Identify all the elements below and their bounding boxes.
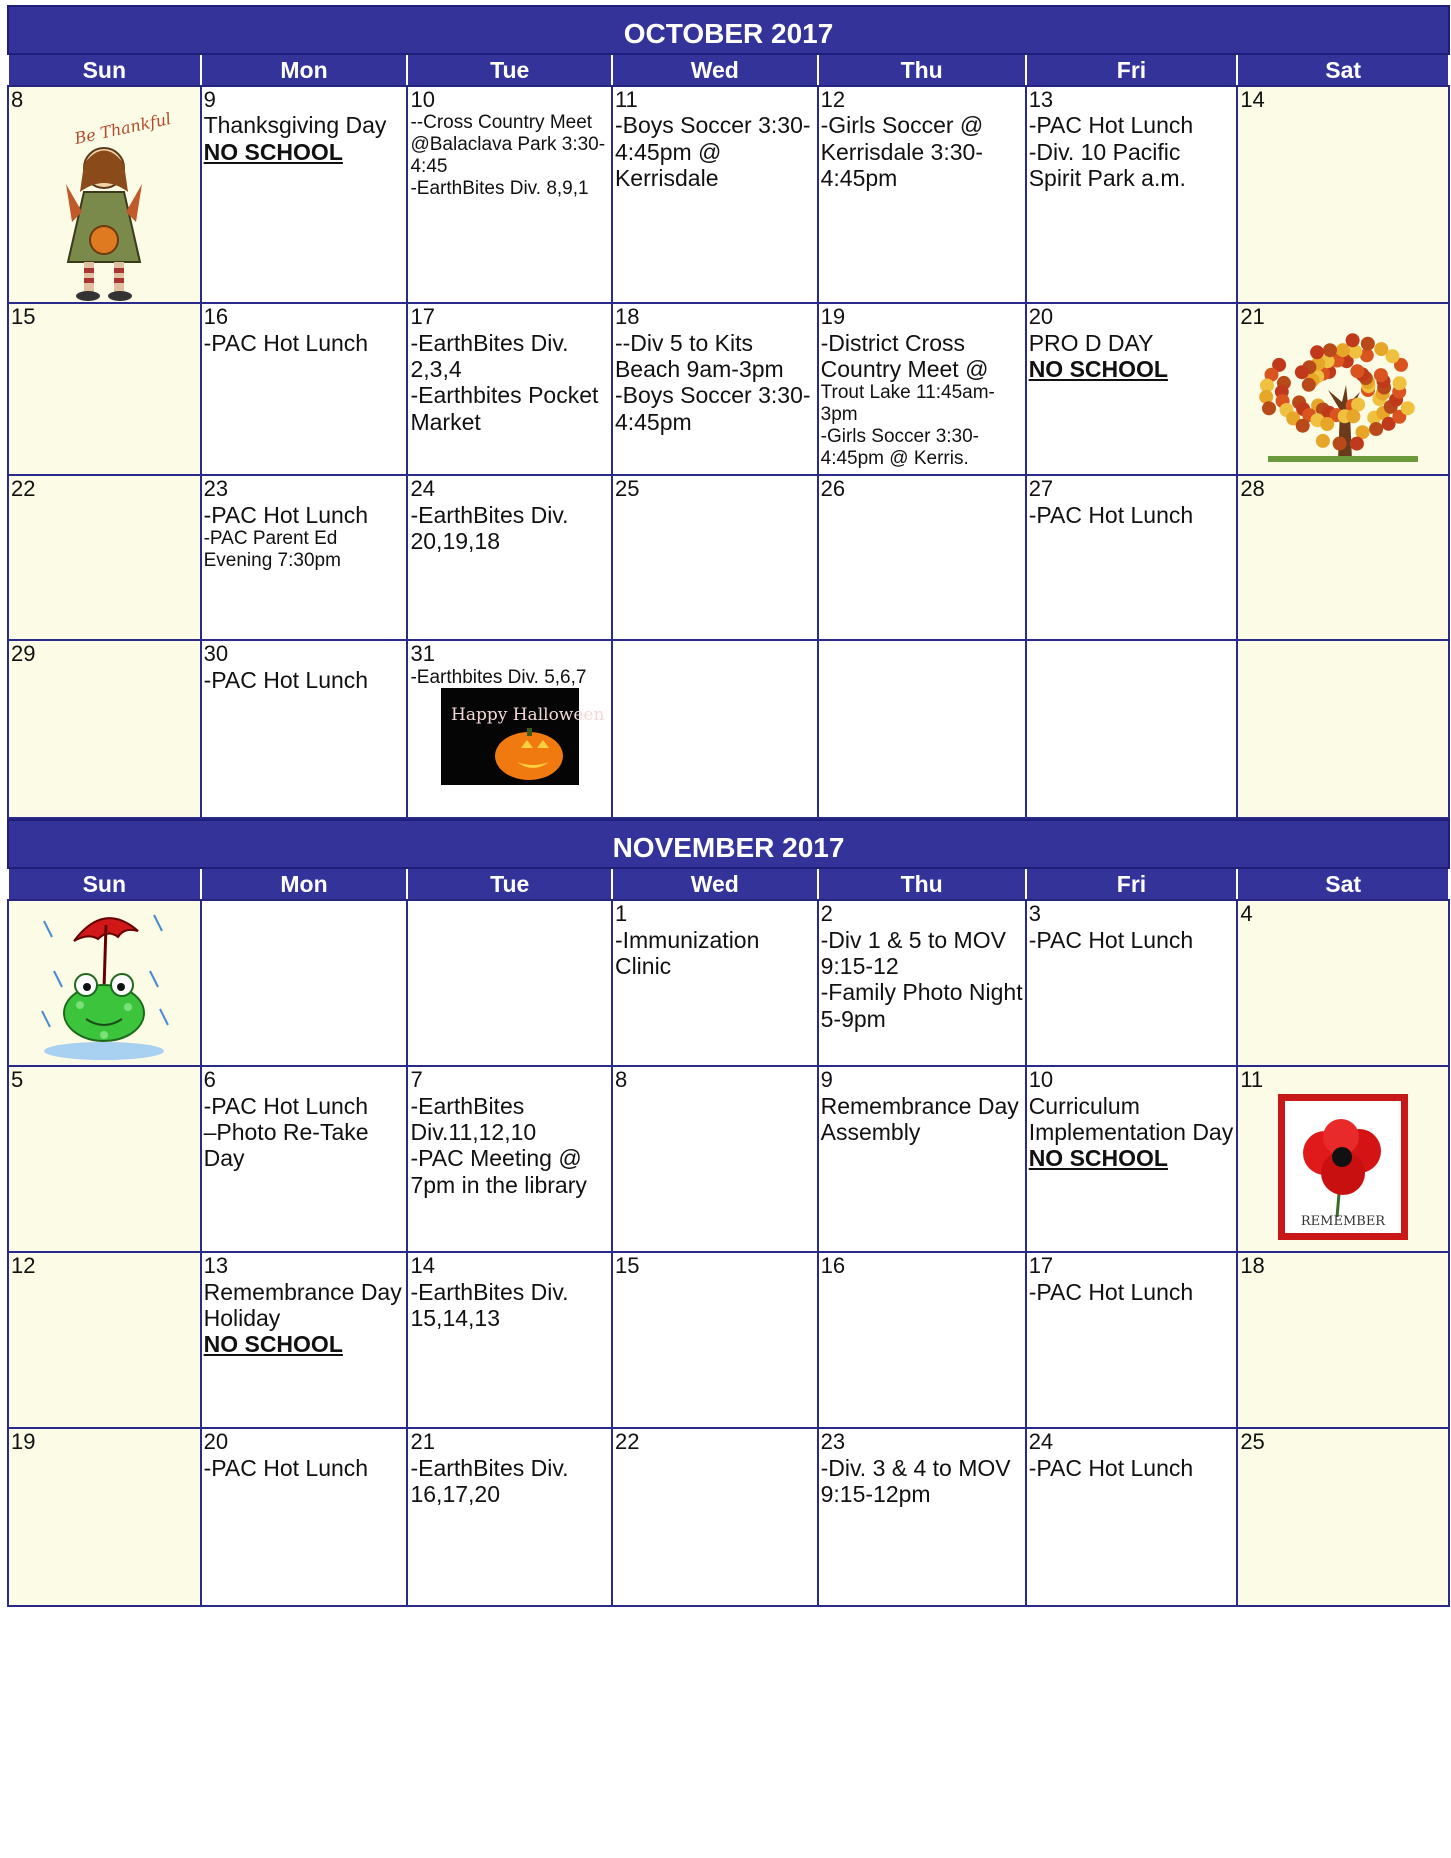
day-number: 11 [1240,1067,1264,1093]
day-number: 20 [1028,304,1054,330]
day-number: 14 [410,1253,435,1279]
day-number: 5 [11,1067,24,1093]
event-text: -Boys Soccer 3:30- 4:45pm [614,382,811,435]
event-text: -Earthbites Div. 5,6,7 [410,666,587,688]
day-number: 26 [820,476,846,502]
day-number: 24 [1028,1429,1054,1455]
day-number: 15 [11,304,36,330]
event-text: -EarthBites Div. 8,9,1 [410,177,589,199]
november-month-title: NOVEMBER 2017 [7,819,1450,869]
event-text: Remembrance Day Holiday [203,1278,402,1332]
november-calendar [7,819,1450,1607]
day-number: 6 [203,1067,216,1093]
weekday-header-thu: Thu [818,55,1026,86]
event-text: -PAC Meeting @ 7pm in the library [410,1145,587,1198]
day-cell [1026,475,1238,640]
day-number: 25 [614,476,640,502]
event-text: Trout Lake 11:45am-3pm [820,382,995,426]
day-cell [201,1066,408,1252]
day-cell [8,1428,201,1606]
weekday-header-sat: Sat [1237,869,1449,900]
day-number: 7 [410,1067,423,1093]
day-cell [1237,86,1449,303]
weekday-header-wed: Wed [612,869,818,900]
day-cell [8,303,201,475]
no-school-notice: NO SCHOOL [203,138,343,165]
day-cell [612,303,818,475]
day-number: 17 [410,304,435,330]
weekday-header-tue: Tue [407,55,611,86]
day-cell [1237,303,1449,475]
event-text: -Earthbites Pocket Market [410,382,599,435]
day-cell [612,475,818,640]
event-text: -PAC Hot Lunch [1028,1278,1194,1305]
day-number: 8 [11,87,24,112]
day-cell [407,1428,611,1606]
weekday-header-fri: Fri [1026,869,1238,900]
week-row [8,86,1449,303]
day-number: 13 [203,1253,229,1279]
day-number: 16 [820,1253,846,1279]
day-cell [1026,1252,1238,1428]
day-cell [407,640,611,818]
day-cell [1237,1428,1449,1606]
week-row [8,640,1449,818]
event-text: Remembrance Day Assembly [820,1092,1019,1146]
event-text: -EarthBites Div.11,12,10 [410,1092,537,1146]
day-number: 28 [1240,476,1265,502]
halloween-text: Happy Halloween [450,705,605,726]
week-row [8,475,1449,640]
day-cell [818,1066,1026,1252]
day-number: 22 [614,1429,640,1455]
day-cell [8,1252,201,1428]
day-number: 1 [614,901,628,927]
day-number: 13 [1028,87,1054,112]
day-cell [612,1252,818,1428]
day-cell [1237,640,1449,818]
no-school-notice: NO SCHOOL [1028,356,1168,383]
day-number: 31 [410,641,435,667]
event-text: PRO D DAY [1028,329,1154,356]
day-cell [201,86,408,303]
day-cell [612,86,818,303]
event-text: -PAC Hot Lunch [1028,1454,1194,1481]
day-cell [201,1252,408,1428]
day-number: 21 [1240,304,1265,330]
day-cell [407,1066,611,1252]
event-text: -Family Photo Night 5-9pm [820,979,1023,1032]
day-cell [201,900,408,1066]
day-cell [1026,86,1238,303]
event-text: -EarthBites Div. 20,19,18 [410,501,569,555]
day-cell [407,86,611,303]
october-month-title: OCTOBER 2017 [7,5,1450,55]
day-cell [818,640,1026,818]
day-cell [1026,640,1238,818]
day-cell [818,1428,1026,1606]
day-cell [612,640,818,818]
day-cell [8,900,201,1066]
day-cell [612,1428,818,1606]
thankful-text: Be Thankful [73,109,174,149]
week-row [8,1066,1449,1252]
day-number: 12 [820,87,846,112]
event-text: -PAC Parent Ed Evening 7:30pm [203,528,341,571]
day-number: 25 [1240,1429,1265,1455]
event-text: --Div 5 to Kits Beach 9am-3pm [614,329,784,383]
weekday-header-sun: Sun [8,55,201,86]
remember-text: REMEMBER [1301,1213,1386,1229]
october-calendar-grid [7,55,1450,819]
event-text: -PAC Hot Lunch [203,501,369,528]
day-number: 18 [1240,1253,1265,1279]
autumn-tree-illustration [1268,330,1418,465]
event-text: -Div 1 & 5 to MOV 9:15-12 [820,926,1006,980]
rain-frog-umbrella-illustration [34,901,174,1061]
weekday-header-fri: Fri [1026,55,1238,86]
day-cell [818,1252,1026,1428]
day-cell [407,1252,611,1428]
event-text: -Girls Soccer @ Kerrisdale 3:30-4:45pm [820,112,984,192]
week-row [8,1428,1449,1606]
day-cell [407,303,611,475]
day-number: 9 [820,1067,833,1093]
event-text: -PAC Hot Lunch [1028,926,1194,953]
event-text: -EarthBites Div. 16,17,20 [410,1454,569,1508]
day-cell [818,86,1026,303]
event-text: -Boys Soccer 3:30-4:45pm @ Kerrisdale [614,112,811,192]
weekday-header-thu: Thu [818,869,1026,900]
day-cell [1026,900,1238,1066]
day-cell [8,86,201,303]
event-text: -Girls Soccer 3:30-4:45pm @ Kerris. [820,426,979,469]
day-number: 24 [410,476,435,502]
event-text: Curriculum Implementation Day [1028,1092,1234,1146]
weekday-header-sat: Sat [1237,55,1449,86]
day-cell [1026,303,1238,475]
day-cell [201,640,408,818]
day-cell [8,640,201,818]
day-cell [1237,1066,1449,1252]
day-number: 3 [1028,901,1041,927]
weekday-header-row [8,869,1449,900]
day-number: 10 [410,87,435,112]
day-number: 2 [820,901,833,927]
day-cell [8,1066,201,1252]
october-calendar [7,5,1450,819]
event-text: --Cross Country Meet @Balaclava Park 3:30-4:45 [410,112,606,177]
be-thankful-girl-illustration [44,109,174,302]
day-cell [407,900,611,1066]
weekday-header-mon: Mon [201,55,408,86]
day-cell [201,303,408,475]
day-cell [612,1066,818,1252]
day-number: 4 [1240,901,1253,927]
day-cell [1026,1428,1238,1606]
day-number: 17 [1028,1253,1054,1279]
day-number: 30 [203,641,229,667]
day-cell [1026,1066,1238,1252]
day-number: 29 [11,641,36,667]
day-number: 18 [614,304,640,330]
day-number: 21 [410,1429,435,1455]
day-number: 11 [614,87,638,112]
day-number: 22 [11,476,36,502]
day-cell [201,1428,408,1606]
event-text: -PAC Hot Lunch [1028,112,1194,139]
day-cell [818,303,1026,475]
week-row [8,900,1449,1066]
day-number: 10 [1028,1067,1054,1093]
event-text: -District Cross Country Meet @ [820,329,989,383]
weekday-header-wed: Wed [612,55,818,86]
day-cell [1237,900,1449,1066]
event-text: -EarthBites Div. 15,14,13 [410,1278,569,1332]
day-number: 8 [614,1067,628,1093]
no-school-notice: NO SCHOOL [1028,1145,1168,1172]
event-text: Thanksgiving Day [203,112,387,139]
remembrance-poppy-image [1277,1093,1409,1241]
november-calendar-grid [7,869,1450,1607]
calendar-page [7,5,1450,1607]
day-number: 15 [614,1253,640,1279]
day-number: 23 [203,476,229,502]
event-text: -Div. 10 Pacific Spirit Park a.m. [1028,138,1186,192]
event-text: -PAC Hot Lunch [203,666,369,693]
day-number: 16 [203,304,229,330]
event-text: -PAC Hot Lunch [203,1454,369,1481]
event-text: -Immunization Clinic [614,926,760,980]
week-row [8,1252,1449,1428]
happy-halloween-image [441,688,605,785]
day-cell [407,475,611,640]
event-text: -PAC Hot Lunch [1028,501,1194,528]
day-cell [8,475,201,640]
event-text: -PAC Hot Lunch [203,1092,369,1119]
day-number: 14 [1240,87,1265,112]
day-number: 19 [11,1429,36,1455]
day-number: 12 [11,1253,36,1279]
no-school-notice: NO SCHOOL [203,1331,343,1358]
weekday-header-sun: Sun [8,869,201,900]
event-text: –Photo Re-Take Day [203,1119,369,1172]
weekday-header-mon: Mon [201,869,408,900]
day-cell [1237,475,1449,640]
week-row [8,303,1449,475]
event-text: -EarthBites Div. 2,3,4 [410,329,569,383]
day-cell [1237,1252,1449,1428]
weekday-header-row [8,55,1449,86]
day-cell [818,475,1026,640]
day-cell [818,900,1026,1066]
event-text: -PAC Hot Lunch [203,329,369,356]
day-number: 23 [820,1429,846,1455]
day-number: 9 [203,87,216,112]
day-cell [612,900,818,1066]
day-number: 27 [1028,476,1054,502]
weekday-header-tue: Tue [407,869,611,900]
event-text: -Div. 3 & 4 to MOV 9:15-12pm [820,1454,1011,1508]
day-cell [201,475,408,640]
day-number: 20 [203,1429,229,1455]
day-number: 19 [820,304,846,330]
